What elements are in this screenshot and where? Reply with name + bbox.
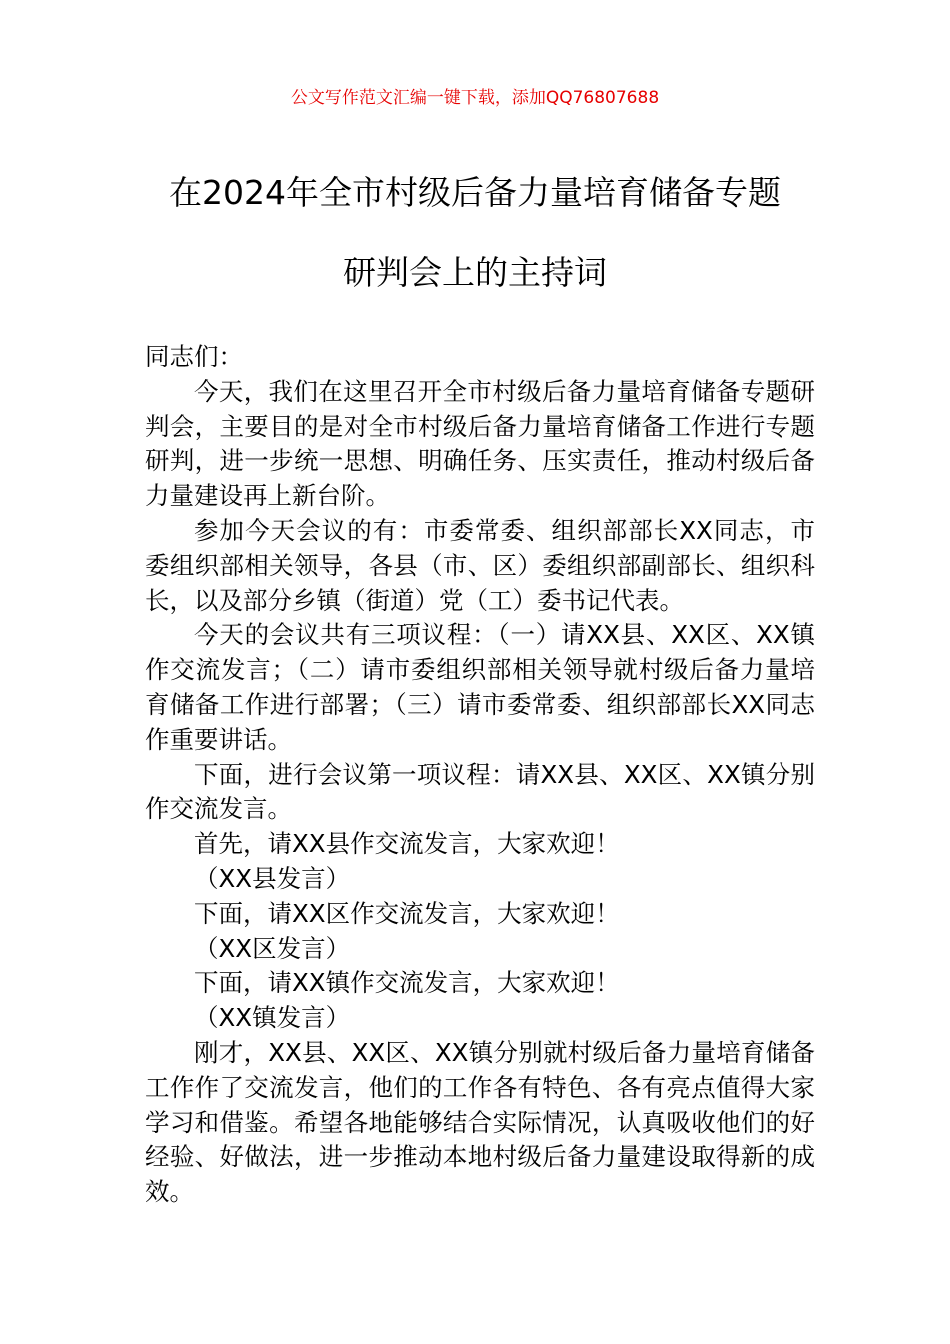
- paragraph-attendees: 参加今天会议的有：市委常委、组织部部长XX同志，市委组织部相关领导，各县（市、区）委组织部副部长、组织科长，以及部分乡镇（街道）党（工）委书记代表。: [145, 515, 815, 615]
- paragraph-district-intro: 下面，请XX区作交流发言，大家欢迎！: [194, 898, 620, 928]
- paragraph-county-intro: 首先，请XX县作交流发言，大家欢迎！: [194, 829, 620, 859]
- download-promo-note: 公文写作范文汇编一键下载，添加QQ76807688: [290, 88, 660, 108]
- paragraph-summary: 刚才，XX县、XX区、XX镇分别就村级后备力量培育储备工作作了交流发言，他们的工作各有特色、各有亮点值得大家学习和借鉴。希望各地能够结合实际情况，认真吸收他们的好经验、好做法，进一步推动本地村级后备力量建设取得新的成效。: [145, 1037, 815, 1207]
- paragraph-first-item: 下面，进行会议第一项议程：请XX县、XX区、XX镇分别作交流发言。: [145, 759, 815, 824]
- document-body: [145, 340, 815, 1210]
- document-title-line-2: 研判会上的主持词: [343, 253, 607, 292]
- paragraph-agenda: 今天的会议共有三项议程：（一）请XX县、XX区、XX镇作交流发言；（二）请市委组织部相关领导就村级后备力量培育储备工作进行部署；（三）请市委常委、组织部部长XX同志作重要讲话。: [145, 620, 815, 754]
- paragraph-town-speech: （XX镇发言）: [194, 1003, 351, 1033]
- paragraph-county-speech: （XX县发言）: [194, 863, 351, 893]
- salutation: 同志们：: [145, 342, 243, 371]
- paragraph-opening: 今天，我们在这里召开全市村级后备力量培育储备专题研判会，主要目的是对全市村级后备力量培育储备工作进行专题研判，进一步统一思想、明确任务、压实责任，推动村级后备力量建设再上新台阶。: [145, 376, 815, 511]
- document-title-line-1: 在2024年全市村级后备力量培育储备专题: [169, 173, 781, 212]
- paragraph-town-intro: 下面，请XX镇作交流发言，大家欢迎！: [194, 968, 620, 998]
- paragraph-district-speech: （XX区发言）: [194, 933, 351, 963]
